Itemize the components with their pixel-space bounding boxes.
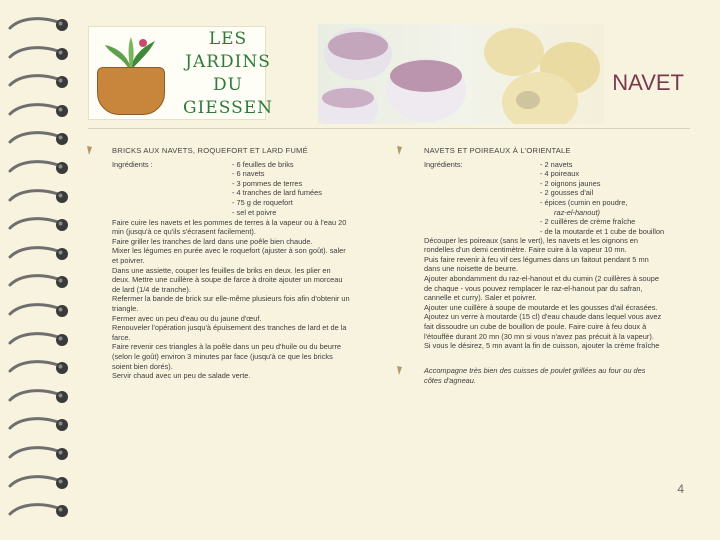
serving-note: [424, 366, 686, 385]
logo-line: DU: [213, 74, 243, 95]
spiral-ring: [6, 357, 70, 379]
ingredients-list: [232, 160, 322, 218]
spiral-ring: [6, 186, 70, 208]
step-line: fait dissoudre un cube de bouillon de poule. Faire cuire à feu doux à: [424, 321, 647, 331]
step-line: de lard (1/4 de tranche).: [112, 284, 191, 294]
step-line: Découper les poireaux (sans le vert), les navets et les oignons en: [424, 235, 639, 245]
ingredient: - 75 g de roquefort: [232, 197, 293, 207]
recipe-title: BRICKS AUX NAVETS, ROQUEFORT ET LARD FUMÉ: [112, 146, 308, 155]
recipe-left: [112, 146, 374, 381]
ingredient: - 2 cuillères de crème fraîche: [540, 217, 636, 227]
spiral-ring: [6, 500, 70, 522]
spiral-ring: [6, 271, 70, 293]
step-line: Fermer avec un peu d'eau ou du jaune d'œuf.: [112, 313, 262, 323]
recipe-steps: [112, 218, 374, 381]
logo-line: LES: [208, 28, 248, 49]
bullet-arrow-icon: [396, 366, 402, 375]
step-line: de chaque - vous pouvez remplacer le raz-el-hanout par du safran,: [424, 283, 643, 293]
ingredient: - 3 pommes de terres: [232, 178, 303, 188]
logo-line: JARDINS: [185, 51, 271, 72]
spiral-ring: [6, 71, 70, 93]
bullet-arrow-icon: [86, 146, 92, 155]
spiral-ring: [6, 128, 70, 150]
divider: [88, 128, 690, 129]
logo: [88, 26, 273, 120]
spiral-ring: [6, 14, 70, 36]
step-line: Servir chaud avec un peu de salade verte.: [112, 371, 251, 381]
step-line: min (jusqu'à ce qu'ils s'écrasent facilement).: [112, 227, 256, 237]
spiral-ring: [6, 472, 70, 494]
step-line: et poivrer.: [112, 255, 145, 265]
step-line: Faire revenir ces triangles à la poêle dans un peu d'huile ou du beurre: [112, 342, 342, 352]
spiral-ring: [6, 243, 70, 265]
turnip-illustration: [318, 24, 604, 124]
step-line: rondelles d'un demi centimètre. Faire cuire à la vapeur 10 mn.: [424, 245, 627, 255]
step-line: (selon le goût) environ 3 minutes par face (jusqu'à ce que les bricks: [112, 351, 333, 361]
step-line: Faire cuire les navets et les pommes de terres à la vapeur ou à l'eau 20: [112, 217, 347, 227]
step-line: Ajouter abondamment du raz-el-hanout et du cumin (2 cuillères à soupe: [424, 273, 659, 283]
step-line: Ajoutez un verre à moutarde (15 cl) d'eau chaude dans lequel vous avez: [424, 312, 662, 322]
spiral-ring: [6, 386, 70, 408]
spiral-ring: [6, 329, 70, 351]
step-line: deux. Mettre une cuillère à soupe de farce à droite ajouter un morceau: [112, 275, 343, 285]
ingredients: [424, 160, 686, 236]
logo-line: GIESSEN: [183, 97, 273, 118]
ingredient: - 4 tranches de lard fumées: [232, 188, 322, 198]
recipe-steps: [424, 236, 686, 351]
ingredient: - 2 oignons jaunes: [540, 178, 601, 188]
ingredients-label: Ingrédients :: [112, 159, 153, 169]
bullet-arrow-icon: [396, 146, 402, 155]
ingredients-label: Ingrédients:: [424, 159, 463, 169]
page-title: NAVET: [612, 70, 684, 95]
step-line: Dans une assiette, couper les feuilles de briks en deux. les plier en: [112, 265, 331, 275]
ingredient: - de la moutarde et 1 cube de bouillon: [540, 226, 665, 236]
step-line: farce.: [112, 332, 131, 342]
spiral-ring: [6, 43, 70, 65]
spiral-binding: [0, 14, 72, 534]
recipe-right: [424, 146, 686, 351]
step-line: Puis faire revenir à feu vif ces légumes dans un faitout pendant 5 mn: [424, 254, 649, 264]
ingredients-list: [540, 160, 664, 237]
spiral-ring: [6, 214, 70, 236]
step-line: Ajouter une cuillère à soupe de moutarde et les gousses d'ail écrasées.: [424, 302, 658, 312]
spiral-ring: [6, 100, 70, 122]
spiral-ring: [6, 300, 70, 322]
ingredient: - 6 navets: [232, 169, 265, 179]
logo-pot: [97, 67, 165, 115]
ingredient: raz-el-hanout): [554, 207, 601, 217]
ingredients: [112, 160, 374, 218]
recipe-title: NAVETS ET POIREAUX À L'ORIENTALE: [424, 146, 571, 155]
step-line: l'étouffée durant 20 mn (30 mn si vous n'avez pas précuit à la vapeur).: [424, 331, 654, 341]
logo-title: [183, 27, 273, 119]
step-line: Renouveler l'opération jusqu'à épuisement des tranches de lard et de la: [112, 323, 347, 333]
logo-illustration: [103, 37, 157, 71]
note-line: côtes d'agneau.: [424, 375, 476, 385]
step-line: dans une noisette de beurre.: [424, 264, 519, 274]
step-line: cannelle et curry). Saler et poivrer.: [424, 293, 537, 303]
step-line: triangle.: [112, 303, 139, 313]
spiral-ring: [6, 414, 70, 436]
ingredient: - sel et poivre: [232, 207, 277, 217]
spiral-ring: [6, 443, 70, 465]
step-line: soient bien dorés).: [112, 361, 173, 371]
turnip-photo: [318, 24, 604, 124]
ingredient: - 2 gousses d'ail: [540, 188, 594, 198]
ingredient: - épices (cumin en poudre,: [540, 197, 628, 207]
step-line: Refermer la bande de brick sur elle-même plusieurs fois afin d'obtenir un: [112, 294, 350, 304]
note-line: Accompagne très bien des cuisses de poulet grillées au four ou des: [424, 366, 646, 375]
spiral-ring: [6, 157, 70, 179]
ingredient: - 4 poireaux: [540, 169, 580, 179]
step-line: Si vous le désirez, 5 mn avant la fin de cuisson, ajouter la crème fraîche: [424, 341, 660, 351]
step-line: Mixer les légumes en purée avec le roquefort (ajuster à son goût). saler: [112, 246, 346, 256]
ingredient: - 6 feuilles de briks: [232, 159, 294, 169]
page-number: 4: [677, 482, 684, 496]
ingredient: - 2 navets: [540, 159, 573, 169]
step-line: Faire griller les tranches de lard dans une poêle bien chaude.: [112, 236, 313, 246]
